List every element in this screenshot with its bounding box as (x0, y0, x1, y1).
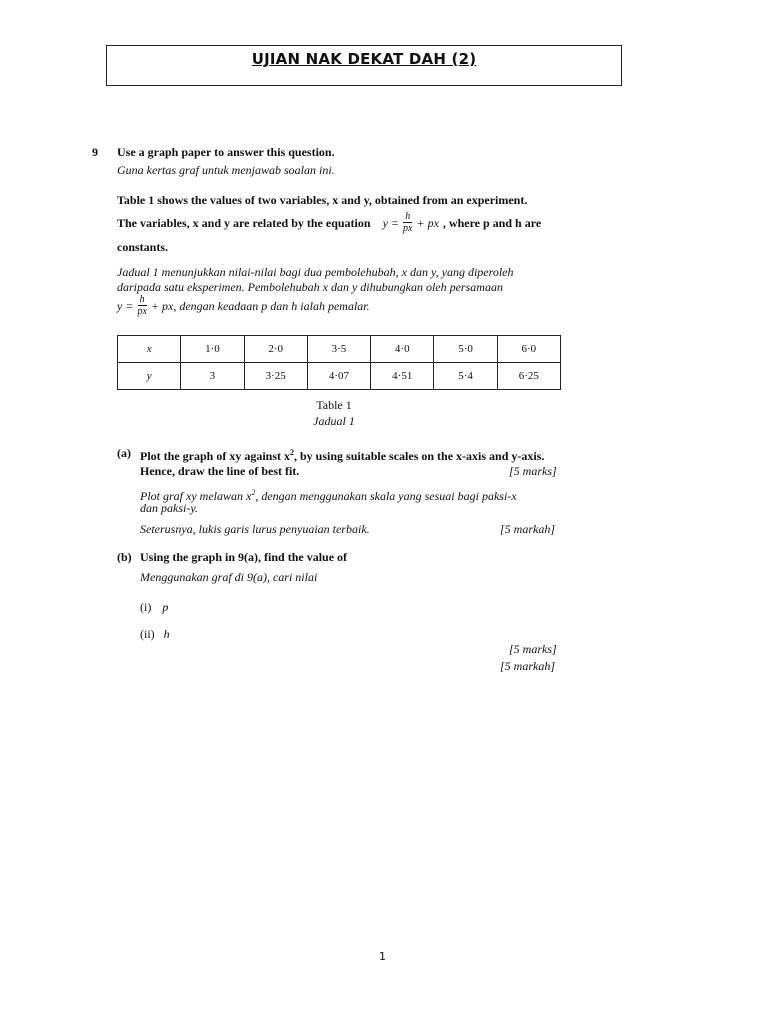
part-a-en-marks: [5 marks] (509, 464, 557, 478)
part-a-ms-line1-text: Plot graf xy melawan x (140, 489, 252, 503)
table-cell: 1·0 (181, 336, 244, 363)
part-b-item-ii-var: h (163, 627, 170, 641)
instruction-ms: Guna kertas graf untuk menjawab soalan ini. (117, 163, 335, 177)
instruction-en: Use a graph paper to answer this question. (117, 145, 335, 159)
table-caption-en: Table 1 (316, 398, 352, 412)
equation-rhs: + px (416, 215, 439, 230)
part-b-label: (b) (117, 550, 132, 564)
part-a-en-superscript: 2 (290, 448, 294, 457)
part-b-item-ii (140, 627, 170, 641)
part-a-ms-marks: [5 markah] (500, 522, 556, 536)
table-cell: 5·0 (434, 336, 497, 363)
equation-lhs: y = (382, 215, 400, 230)
table-cell: 3·5 (307, 336, 370, 363)
part-b-en-marks: [5 marks] (509, 642, 557, 656)
table-cell: 3 (181, 363, 244, 390)
equation-ms-numerator: h (139, 294, 145, 305)
data-table (117, 335, 561, 390)
equation-fraction (401, 211, 414, 234)
intro-ms-line2: daripada satu eksperimen. Pembolehubah x dan y dihubungkan oleh persamaan (117, 280, 503, 294)
equation-denominator: px (403, 223, 413, 234)
part-b-item-i (140, 600, 168, 614)
table-cell: 6·0 (497, 336, 560, 363)
part-b-item-i-var: p (162, 600, 169, 614)
table-cell: 4·0 (371, 336, 434, 363)
part-b-item-ii-label: (ii) (140, 627, 155, 641)
intro-en-line1: Table 1 shows the values of two variables, x and y, obtained from an experiment. (117, 193, 528, 207)
part-a-en-line1-text: Plot the graph of xy against x (140, 449, 290, 463)
page-title: UJIAN NAK DEKAT DAH (2) (251, 50, 477, 68)
equation-en (383, 211, 439, 234)
intro-en-line2 (117, 211, 541, 234)
table-row-x (118, 336, 561, 363)
question-number: 9 (92, 145, 98, 159)
part-a-en-line1-rest: , by using suitable scales on the x-axis and y-axis. (294, 449, 545, 463)
part-a-ms-superscript: 2 (251, 488, 256, 497)
intro-ms-line1: Jadual 1 menunjukkan nilai-nilai bagi dua pembolehubah, x dan y, yang diperoleh (117, 265, 514, 279)
part-a-en-line1 (140, 446, 544, 463)
table-header-y: y (118, 363, 181, 390)
intro-ms-line3-rest: , dengan keadaan p dan h ialah pemalar. (173, 298, 370, 313)
equation-numerator: h (405, 211, 411, 222)
table-cell: 4·07 (307, 363, 370, 390)
intro-en-line3: constants. (117, 240, 169, 254)
intro-en-line2-text: The variables, x and y are related by the equation (117, 215, 371, 230)
equation-ms-rhs: + px (150, 298, 174, 313)
part-b-ms: Menggunakan graf di 9(a), cari nilai (140, 570, 318, 584)
part-a-ms-line1-rest: , dengan menggunakan skala yang sesuai bagi paksi-x (255, 489, 517, 503)
part-a-ms-line2: dan paksi-y. (140, 501, 198, 515)
part-b-item-i-label: (i) (140, 600, 152, 614)
equation-ms-fraction (135, 294, 148, 317)
equation-ms-lhs: y = (117, 298, 134, 313)
intro-en-line2-rest: , where p and h are (442, 215, 542, 230)
title-box (106, 45, 622, 86)
table-cell: 6·25 (497, 363, 560, 390)
equation-ms (117, 294, 173, 317)
part-b-en: Using the graph in 9(a), find the value of (140, 550, 348, 564)
part-b-ms-marks: [5 markah] (500, 659, 556, 673)
table-cell: 5·4 (434, 363, 497, 390)
intro-ms-line3 (117, 294, 370, 317)
part-a-label: (a) (117, 446, 131, 460)
part-a-en-line2: Hence, draw the line of best fit. (140, 464, 300, 478)
page-number: 1 (379, 950, 386, 963)
table-cell: 2·0 (244, 336, 307, 363)
table-row-y (118, 363, 561, 390)
equation-ms-denominator: px (137, 306, 147, 317)
table-cell: 4·51 (371, 363, 434, 390)
part-a-ms-line3: Seterusnya, lukis garis lurus penyuaian terbaik. (140, 522, 370, 536)
table-cell: 3·25 (244, 363, 307, 390)
table-caption-ms: Jadual 1 (313, 414, 355, 428)
table-header-x: x (118, 336, 181, 363)
